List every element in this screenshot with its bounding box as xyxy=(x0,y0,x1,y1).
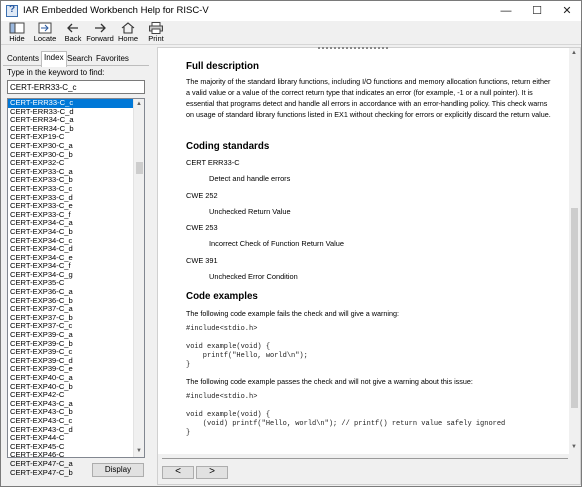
full-description-text: The majority of the standard library functions, including I/O functions and memory allocation functions, return either a valid value or a value of the correct return type that indicates an error (for example, -1 or a null pointer). It is essential that programs detect and handle all errors in accordance with an error-handling policy. This check warns on usage of standard library functions listed in EX1 without checking for errors or explicitly discard the return value. xyxy=(186,77,551,119)
index-list-item[interactable]: CERT-EXP45-C xyxy=(10,441,65,451)
previous-topic-button[interactable]: < xyxy=(162,466,194,479)
index-list-item[interactable]: CERT-ERR34-C_b xyxy=(10,123,74,133)
topic-scroll-thumb[interactable] xyxy=(571,208,578,408)
index-list-item[interactable]: CERT-EXP40-C_b xyxy=(10,381,73,391)
help-app-icon xyxy=(6,5,18,17)
coding-standard-desc: Incorrect Check of Function Return Value xyxy=(209,239,345,248)
tab-favorites[interactable]: Favorites xyxy=(96,54,129,63)
scroll-up-icon[interactable]: ▲ xyxy=(136,101,142,107)
close-button[interactable]: ✕ xyxy=(562,5,572,17)
locate-button[interactable]: Locate xyxy=(31,21,59,45)
tab-index[interactable]: Index xyxy=(41,51,67,67)
coding-standard-name: CWE 252 xyxy=(186,191,218,200)
index-list-item[interactable]: CERT-EXP47-C_a xyxy=(10,458,73,468)
index-list-item[interactable]: CERT-EXP42-C xyxy=(10,390,65,400)
index-list-item[interactable]: CERT-EXP39-C_a xyxy=(10,330,73,340)
index-list-item[interactable]: CERT-EXP36-C_a xyxy=(10,287,73,297)
index-list-item[interactable]: CERT-EXP37-C_a xyxy=(10,304,73,314)
index-list-item[interactable]: CERT-EXP37-C_c xyxy=(10,321,73,331)
index-list-item[interactable]: CERT-EXP39-C_b xyxy=(10,338,73,348)
toolbar xyxy=(1,21,581,45)
index-list-item[interactable]: CERT-EXP34-C_d xyxy=(10,244,73,254)
index-list-item[interactable]: CERT-ERR34-C_a xyxy=(10,115,74,125)
divider xyxy=(162,458,568,459)
pane-splitter[interactable] xyxy=(151,47,155,485)
navigation-tabs xyxy=(3,51,149,66)
code-examples-heading: Code examples xyxy=(186,291,258,302)
topic-scrollbar[interactable] xyxy=(569,48,580,454)
index-list-item[interactable]: CERT-EXP37-C_b xyxy=(10,312,73,322)
index-list-item[interactable]: CERT-EXP44-C xyxy=(10,433,65,443)
scroll-down-icon[interactable]: ▼ xyxy=(136,448,142,454)
tab-contents[interactable]: Contents xyxy=(7,54,40,63)
topic-navigation-bar xyxy=(158,454,580,484)
maximize-button[interactable]: ☐ xyxy=(532,5,542,17)
index-list-item[interactable]: CERT-EXP30-C_a xyxy=(10,140,73,150)
index-list-item[interactable]: CERT-EXP32-C xyxy=(10,158,65,168)
index-list-item[interactable]: CERT-ERR33-C_d xyxy=(10,106,74,116)
topic-content xyxy=(158,48,569,454)
arrow-left-icon xyxy=(65,22,81,34)
back-button[interactable]: Back xyxy=(59,21,87,45)
index-list-item[interactable]: CERT-EXP43-C_b xyxy=(10,407,73,417)
index-list-item[interactable]: CERT-EXP43-C_a xyxy=(10,398,73,408)
coding-standard-desc: Unchecked Return Value xyxy=(209,207,291,216)
forward-button[interactable]: Forward xyxy=(86,21,114,45)
index-list-item[interactable]: CERT-EXP39-C_e xyxy=(10,364,73,374)
index-list-item[interactable]: CERT-EXP39-C_d xyxy=(10,355,73,365)
tab-search[interactable]: Search xyxy=(67,54,93,63)
index-list-item[interactable]: CERT-EXP47-C_b xyxy=(10,467,73,477)
index-list-items xyxy=(8,99,133,477)
index-list-item[interactable]: CERT-EXP33-C_a xyxy=(10,166,73,176)
index-list-item[interactable]: CERT-EXP43-C_c xyxy=(10,415,73,425)
keyword-input[interactable] xyxy=(7,80,145,94)
index-list-item[interactable]: CERT-EXP34-C_e xyxy=(10,252,73,262)
index-list-item[interactable]: CERT-EXP35-C xyxy=(10,278,65,288)
coding-standard-desc: Unchecked Error Condition xyxy=(209,272,298,281)
title-bar xyxy=(1,1,581,21)
index-list-item[interactable]: CERT-EXP39-C_c xyxy=(10,347,73,357)
next-topic-button[interactable]: > xyxy=(196,466,228,479)
index-list-item[interactable]: CERT-EXP34-C_f xyxy=(10,261,71,271)
scroll-down-icon[interactable]: ▼ xyxy=(571,444,577,450)
index-list-item[interactable]: CERT-EXP34-C_b xyxy=(10,226,73,236)
printer-icon xyxy=(148,22,164,34)
index-list-scrollbar[interactable] xyxy=(133,99,144,457)
arrow-right-icon xyxy=(92,22,108,34)
display-button[interactable]: Display xyxy=(92,463,144,477)
index-list-item[interactable]: CERT-EXP43-C_d xyxy=(10,424,73,434)
print-button[interactable]: Print xyxy=(142,21,170,45)
locate-icon xyxy=(37,22,53,34)
keyword-label: Type in the keyword to find: xyxy=(7,68,105,77)
index-list-item[interactable]: CERT-EXP33-C_b xyxy=(10,175,73,185)
pass-code-block: #include<stdio.h> void example(void) { (void) printf("Hello, world\n"); // printf() return value safely ignored } xyxy=(186,393,506,437)
scrolled-content-edge xyxy=(318,43,388,49)
index-list-item[interactable]: CERT-EXP33-C_f xyxy=(10,209,71,219)
index-list-scroll-thumb[interactable] xyxy=(136,162,143,174)
full-description-heading: Full description xyxy=(186,61,259,72)
coding-standard-name: CWE 253 xyxy=(186,223,218,232)
index-list-item[interactable]: CERT-EXP33-C_c xyxy=(10,183,73,193)
coding-standards-heading: Coding standards xyxy=(186,141,270,152)
coding-standard-name: CERT ERR33-C xyxy=(186,158,240,167)
minimize-button[interactable]: — xyxy=(500,5,512,17)
index-list-item[interactable]: CERT-EXP33-C_e xyxy=(10,201,73,211)
index-list-item[interactable]: CERT-EXP46-C xyxy=(10,450,65,460)
fail-example-intro: The following code example fails the check and will give a warning: xyxy=(186,309,399,318)
index-list-item[interactable]: CERT-EXP34-C_c xyxy=(10,235,73,245)
navigation-pane xyxy=(3,47,149,485)
window-title: IAR Embedded Workbench Help for RISC-V xyxy=(23,5,209,16)
hide-icon xyxy=(9,22,25,34)
hide-button[interactable]: Hide xyxy=(3,21,31,45)
home-icon xyxy=(120,22,136,34)
index-list-item[interactable]: CERT-EXP33-C_d xyxy=(10,192,73,202)
index-list-item[interactable]: CERT-EXP30-C_b xyxy=(10,149,73,159)
index-list-item[interactable]: CERT-EXP34-C_a xyxy=(10,218,73,228)
home-button[interactable]: Home xyxy=(114,21,142,45)
index-list-item[interactable]: CERT-EXP19-C xyxy=(10,132,65,142)
index-list-item[interactable]: CERT-ERR33-C_c xyxy=(8,99,133,108)
index-list-item[interactable]: CERT-EXP34-C_g xyxy=(10,269,73,279)
index-list-item[interactable]: CERT-EXP36-C_b xyxy=(10,295,73,305)
index-list-item[interactable]: CERT-EXP40-C_a xyxy=(10,373,73,382)
scroll-up-icon[interactable]: ▲ xyxy=(571,50,577,56)
pass-example-intro: The following code example passes the check and will not give a warning about this issue: xyxy=(186,377,473,386)
coding-standard-name: CWE 391 xyxy=(186,256,218,265)
topic-pane xyxy=(157,47,581,485)
fail-code-block: #include<stdio.h> void example(void) { printf("Hello, world\n"); } xyxy=(186,325,308,369)
coding-standard-desc: Detect and handle errors xyxy=(209,174,291,183)
